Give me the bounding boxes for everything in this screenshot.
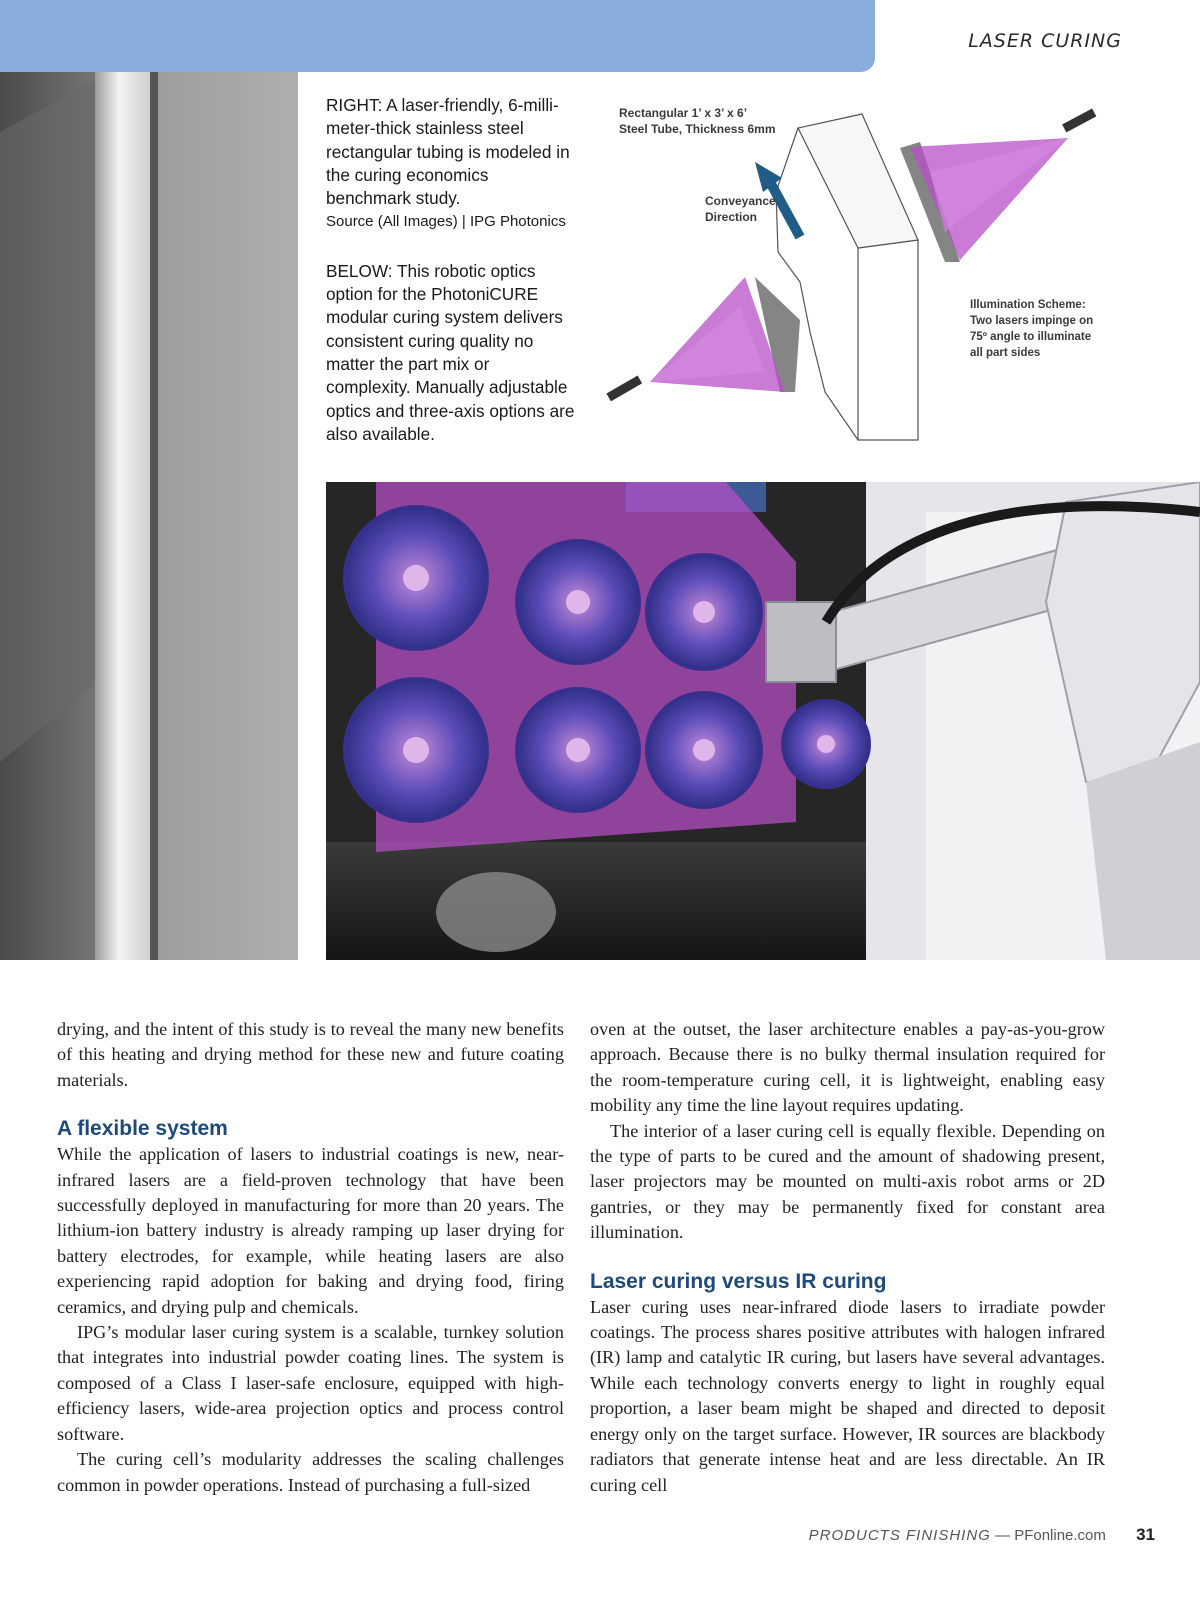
body-paragraph: drying, and the intent of this study is to reveal the many new benefits of this heating and drying method for these new and future coating materials. [57,1019,564,1090]
body-paragraph: IPG’s modular laser curing system is a scalable, turnkey solution that integrates into industrial powder coating lines. The system is composed of a Class I laser-safe enclosure, equipped with high-efficiency lasers, wide-area projection optics and process control software. [57,1322,564,1444]
wheel-hub [566,738,590,762]
illum-label-line1: Illumination Scheme: [970,299,1086,311]
publication-name: PRODUCTS FINISHING [808,1527,991,1544]
website-link[interactable]: PFonline.com [1014,1527,1106,1544]
body-paragraph: The interior of a laser curing cell is equally flexible. Depending on the type of parts to be cured and the amount of shadowing present, laser projectors may be mounted on multi-axis robot arms or 2D gantries, or they may be permanently fixed for constant area illumination. [590,1120,1105,1243]
section-label: LASER CURING [968,30,1122,52]
body-paragraph: Laser curing uses near-infrared diode lasers to irradiate powder coatings. The process shares positive attributes with halogen infrared (IR) lamp and catalytic IR curing, but lasers have several advantages. While each technology converts energy to light in roughly equal proportion, a laser beam might be shaped and directed to deposit energy only on the target surface. However, IR sources are blackbody radiators that generate intense heat and are less directable. An IR curing cell [590,1296,1105,1495]
wheel-hub [566,590,590,614]
illum-label-line4: all part sides [970,347,1041,359]
caption-below: BELOW: This robotic optics option for the PhotoniCURE modular curing system delivers consistent curing quality no matter the part mix or complexity. Manually adjustable optics and three-axis options are also available. [326,260,575,444]
steel-tube-front [858,240,918,440]
laser-cone-upper [910,138,1068,260]
conveyance-label-line1: Conveyance [705,194,776,208]
wheel-hub [403,565,429,591]
conveyance-arrow-shaft [770,182,800,237]
conveyance-label-line2: Direction [705,210,758,224]
section-heading: A flexible system [57,1117,228,1141]
body-paragraph: While the application of lasers to industrial coatings is new, near-infrared lasers are a field-proven technology that have been successfully deployed in manufacturing for more than 20 years. The lithium-ion battery industry is already ramping up laser drying for battery electrodes, for example, while heating lasers are also experiencing rapid adoption for baking and drying food, firing ceramics, and drying pulp and chemicals. [57,1144,564,1317]
caption-source: Source (All Images) | IPG Photonics [326,213,566,231]
illum-label-line2: Two lasers impinge on [970,315,1094,327]
article-column-2 [590,1017,1105,1498]
robot-curing-graphic [326,482,1200,960]
left-photo [0,72,298,960]
section-heading: Laser curing versus IR curing [590,1269,887,1293]
body-paragraph: The curing cell’s modularity addresses the scaling challenges common in powder operations. Instead of purchasing a full-sized [57,1449,564,1495]
page-footer [809,1525,1155,1545]
steel-tube-side [798,114,918,248]
wheel-hub [403,737,429,763]
wheel-hub [693,601,715,623]
illum-label-line3: 75º angle to illuminate [970,331,1092,343]
robot-curing-photo [326,482,1200,960]
footer-separator: — [995,1527,1011,1544]
page-number: 31 [1136,1525,1155,1544]
caption-block [326,94,576,446]
wheel-hub [817,735,835,753]
robot-lower-joint [436,872,556,952]
tube-label-line1: Rectangular 1’ x 3’ x 6’ [619,106,748,120]
tube-label-line2: Steel Tube, Thickness 6mm [619,122,776,136]
body-paragraph: oven at the outset, the laser architecture enables a pay-as-you-grow approach. Because there is no bulky thermal insulation required for the room-temperature curing cell, it is lightweight, enabling easy mobility any time the line layout requires updating. [590,1019,1105,1116]
left-photo-graphic [0,72,298,960]
laser-projector-lower [606,376,642,402]
laser-projector-upper [1062,108,1096,132]
header-bar [0,0,875,72]
caption-right: RIGHT: A laser-friendly, 6-milli-meter-thick stainless steel rectangular tubing is modeled in the curing economics benchmark study. [326,95,570,209]
article-column-1 [57,1017,564,1498]
illumination-diagram [600,92,1200,462]
wheel-hub [693,739,715,761]
